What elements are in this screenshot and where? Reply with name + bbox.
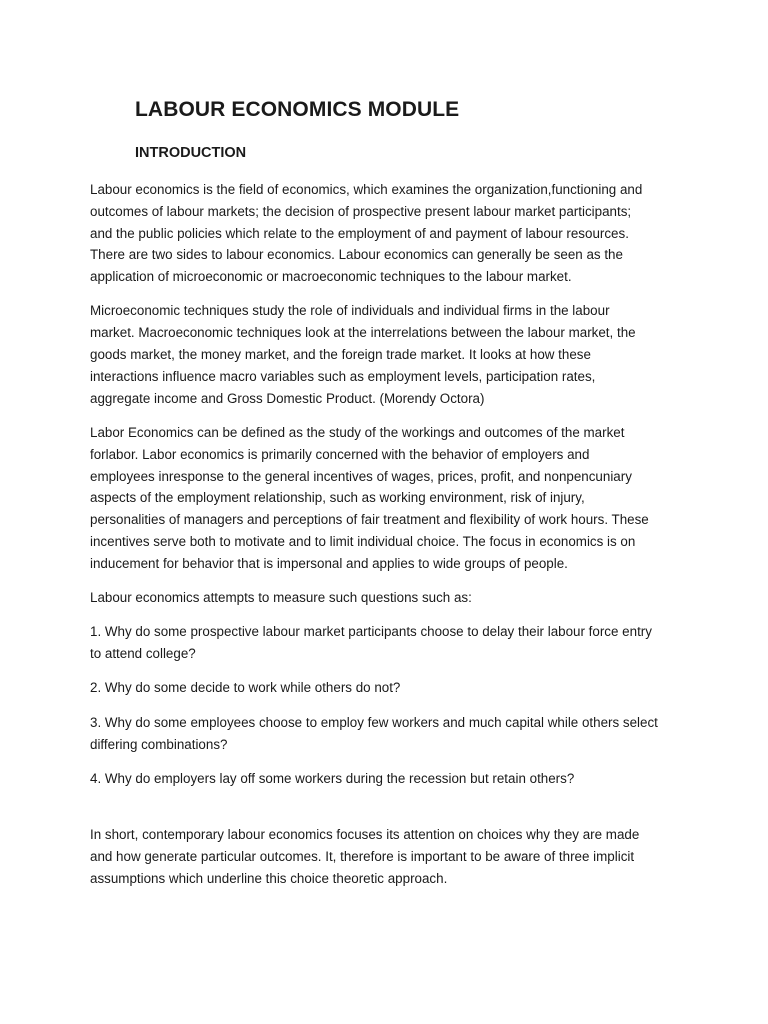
text-line: aspects of the employment relationship, such as working environment, risk of injury, xyxy=(90,490,585,506)
question-item-1 xyxy=(90,621,690,665)
text-line: personalities of managers and perceptions of fair treatment and flexibility of work hours. These xyxy=(90,512,649,528)
question-item-4 xyxy=(90,768,690,790)
question-item-2 xyxy=(90,677,690,699)
blank-line xyxy=(90,802,690,824)
text-line: outcomes of labour markets; the decision of prospective present labour market participants; xyxy=(90,203,632,219)
text-line: There are two sides to labour economics. Labour economics can generally be seen as the xyxy=(90,247,623,263)
text-line: and the public policies which relate to the employment of and payment of labour resources. xyxy=(90,225,629,241)
paragraph-labor-definition xyxy=(90,422,690,575)
text-line: inducement for behavior that is impersonal and applies to wide groups of people. xyxy=(90,555,568,571)
text-line: goods market, the money market, and the foreign trade market. It looks at how these xyxy=(90,347,591,363)
text-line: application of microeconomic or macroeconomic techniques to the labour market. xyxy=(90,269,572,285)
text-line: 3. Why do some employees choose to employ few workers and much capital while others select xyxy=(90,714,658,730)
document-title: LABOUR ECONOMICS MODULE xyxy=(135,98,460,121)
paragraph-techniques xyxy=(90,300,690,409)
text-line: 2. Why do some decide to work while others do not? xyxy=(90,680,401,696)
document-body xyxy=(90,179,690,902)
paragraph-definition xyxy=(90,179,690,288)
text-line: Labor Economics can be defined as the study of the workings and outcomes of the market xyxy=(90,424,625,440)
text-line: forlabor. Labor economics is primarily concerned with the behavior of employers and xyxy=(90,446,590,462)
text-line: 4. Why do employers lay off some workers during the recession but retain others? xyxy=(90,770,575,786)
text-line: incentives serve both to motivate and to limit individual choice. The focus in economics is on xyxy=(90,533,636,549)
section-heading: INTRODUCTION xyxy=(135,145,247,161)
paragraph-questions-intro xyxy=(90,587,690,609)
text-line: aggregate income and Gross Domestic Product. (Morendy Octora) xyxy=(90,390,485,406)
text-line: employees inresponse to the general incentives of wages, prices, profit, and nonpencuniary xyxy=(90,468,632,484)
text-line: interactions influence macro variables such as employment levels, participation rates, xyxy=(90,368,596,384)
text-line: market. Macroeconomic techniques look at the interrelations between the labour market, the xyxy=(90,325,636,341)
text-line: 1. Why do some prospective labour market participants choose to delay their labour force entry xyxy=(90,624,652,640)
text-line: Microeconomic techniques study the role of individuals and individual firms in the labour xyxy=(90,303,610,319)
text-line: Labour economics attempts to measure such questions such as: xyxy=(90,590,472,606)
text-line: differing combinations? xyxy=(90,736,228,752)
text-line: In short, contemporary labour economics focuses its attention on choices why they are made xyxy=(90,827,640,843)
text-line: to attend college? xyxy=(90,646,196,662)
paragraph-summary xyxy=(90,824,690,889)
text-line: assumptions which underline this choice theoretic approach. xyxy=(90,870,448,886)
text-line: and how generate particular outcomes. It, therefore is important to be aware of three implicit xyxy=(90,848,635,864)
text-line: Labour economics is the field of economics, which examines the organization,functioning and xyxy=(90,182,643,197)
question-item-3 xyxy=(90,712,690,756)
